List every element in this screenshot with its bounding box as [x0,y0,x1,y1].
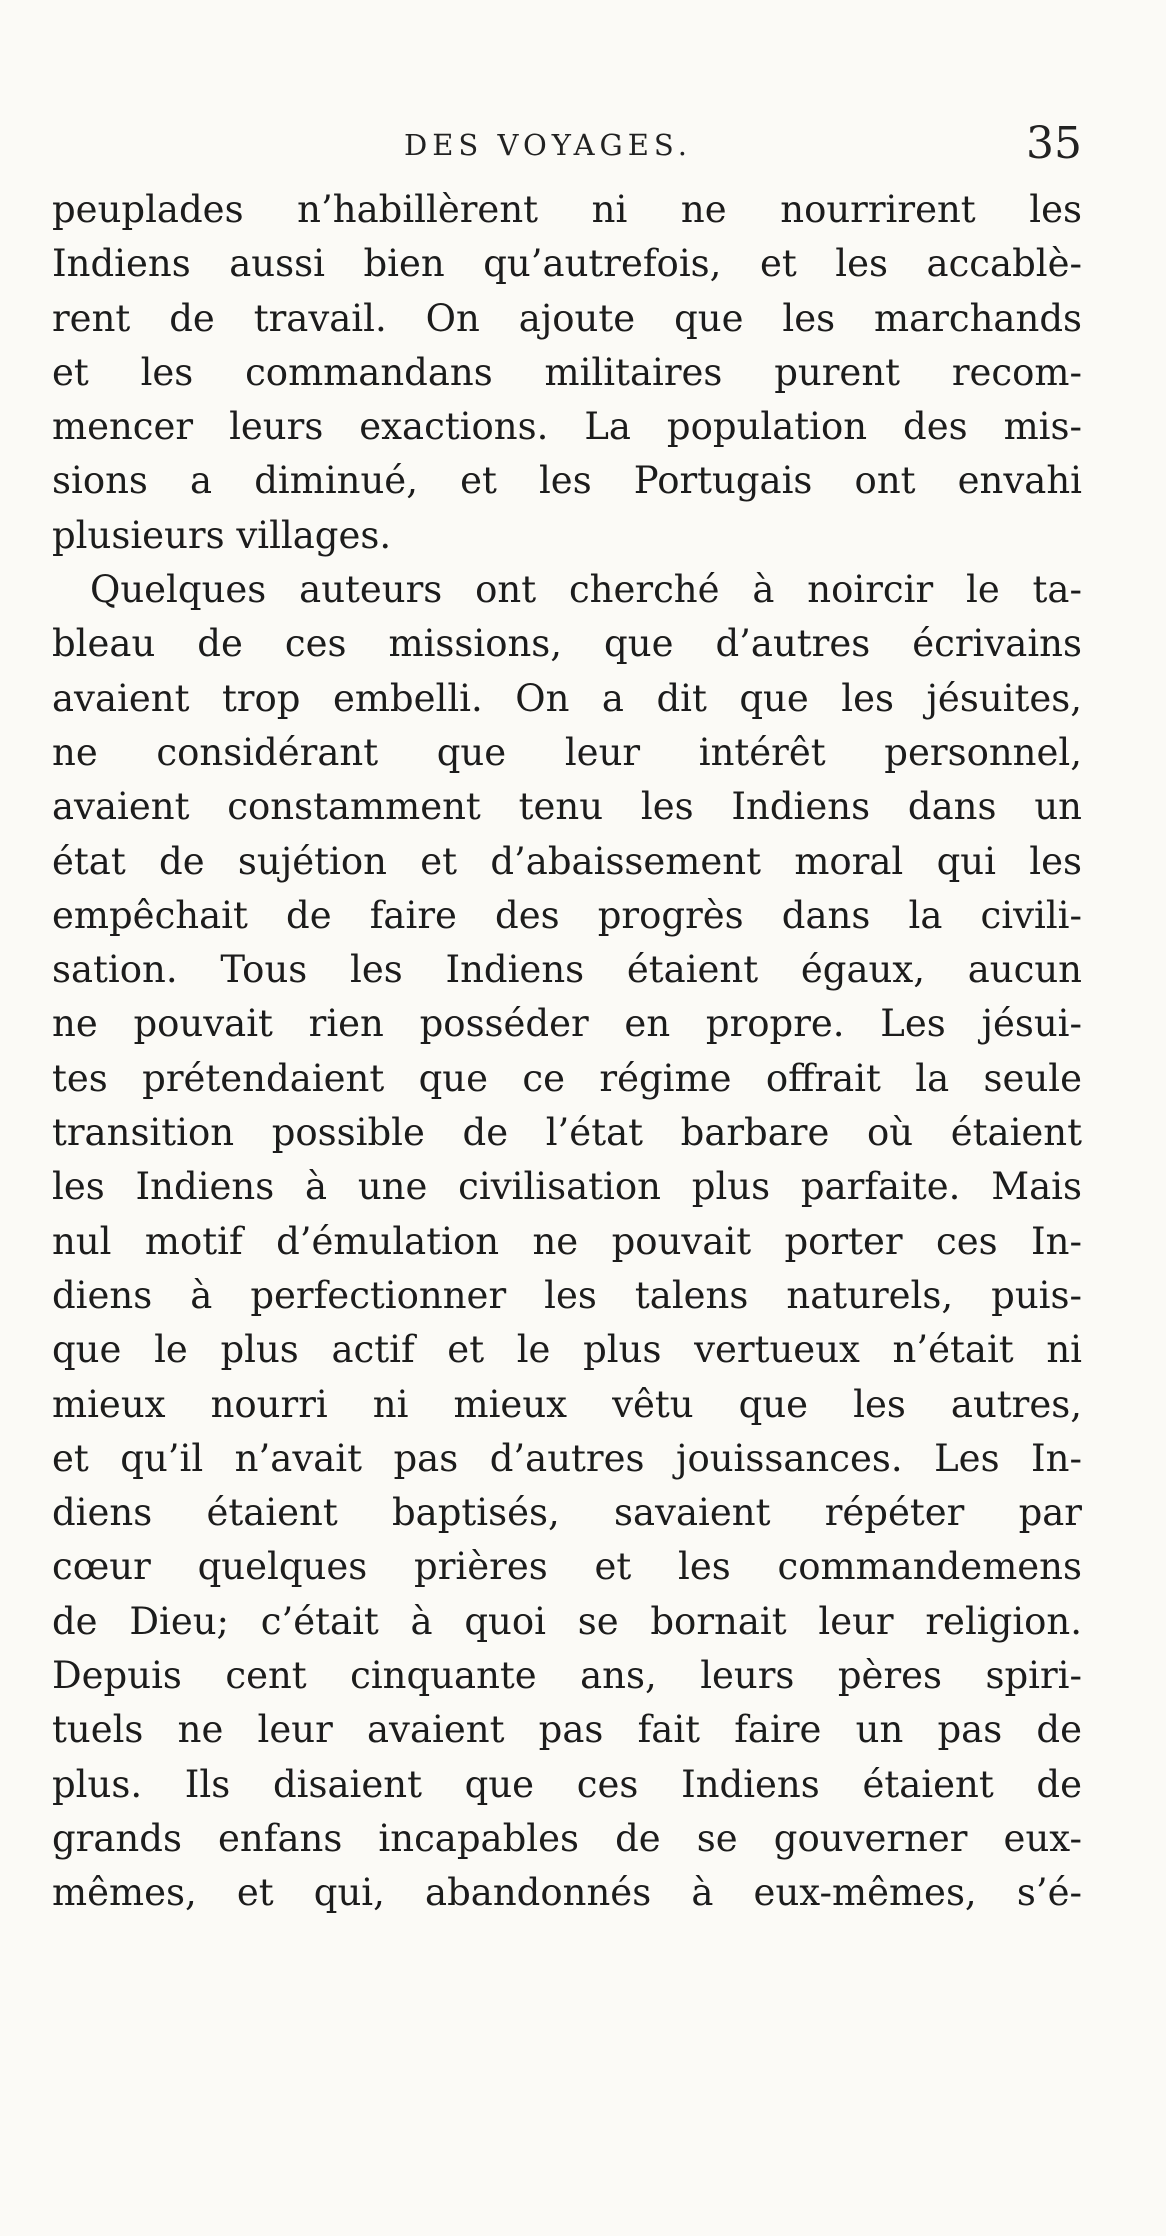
text-line: mieux nourri ni mieux vêtu que les autres, [52,1382,1082,1426]
text-line: que le plus actif et le plus vertueux n’était ni [52,1328,1082,1372]
text-line: grands enfans incapables de se gouverner eux- [52,1816,1082,1860]
paragraph-2 [52,563,1082,1920]
text-line: empêchait de faire des progrès dans la civili- [52,893,1082,937]
paragraph-1 [52,183,1082,563]
text-line: tuels ne leur avaient pas fait faire un pas de [52,1708,1082,1752]
text-line: plus. Ils disaient que ces Indiens étaient de [52,1762,1082,1806]
text-line: sions a diminué, et les Portugais ont envahi [52,459,1082,503]
text-line: avaient constamment tenu les Indiens dans un [52,785,1082,829]
text-line: rent de travail. On ajoute que les marchands [52,296,1082,340]
text-line: avaient trop embelli. On a dit que les jésuites, [52,676,1082,720]
text-line: ne considérant que leur intérêt personnel, [52,730,1082,774]
text-line: plusieurs villages. [52,513,392,557]
text-line: cœur quelques prières et les commandemens [52,1545,1082,1589]
page-number: 35 [1026,118,1082,169]
running-title: DES VOYAGES. [404,128,692,162]
text-line: ne pouvait rien posséder en propre. Les jésui- [52,1002,1082,1046]
text-line: et qu’il n’avait pas d’autres jouissances. Les In- [52,1436,1082,1480]
text-line: peuplades n’habillèrent ni ne nourrirent les [52,188,1082,231]
text-line: de Dieu; c’était à quoi se bornait leur religion. [52,1599,1082,1643]
text-line: Depuis cent cinquante ans, leurs pères spiri- [52,1654,1082,1698]
text-line: les Indiens à une civilisation plus parfaite. Mais [52,1165,1082,1209]
running-head [52,118,1082,178]
text-line: sation. Tous les Indiens étaient égaux, aucun [52,948,1082,992]
text-line: diens à perfectionner les talens naturels, puis- [52,1273,1082,1317]
text-line: tes prétendaient que ce régime offrait la seule [52,1056,1082,1100]
text-line: mêmes, et qui, abandonnés à eux-mêmes, s’é- [52,1871,1082,1915]
text-line: bleau de ces missions, que d’autres écrivains [52,622,1082,666]
text-line: diens étaient baptisés, savaient répéter par [52,1491,1082,1535]
text-line: état de sujétion et d’abaissement moral qui les [52,839,1082,883]
text-line: nul motif d’émulation ne pouvait porter ces In- [52,1219,1082,1263]
text-line: et les commandans militaires purent recom- [52,350,1082,394]
text-line: Quelques auteurs ont cherché à noircir le ta- [90,568,1082,612]
text-line: transition possible de l’état barbare où étaient [52,1111,1082,1155]
text-line: mencer leurs exactions. La population des mis- [52,405,1082,449]
body-text [52,183,1082,1921]
text-line: Indiens aussi bien qu’autrefois, et les accablè- [52,242,1082,286]
